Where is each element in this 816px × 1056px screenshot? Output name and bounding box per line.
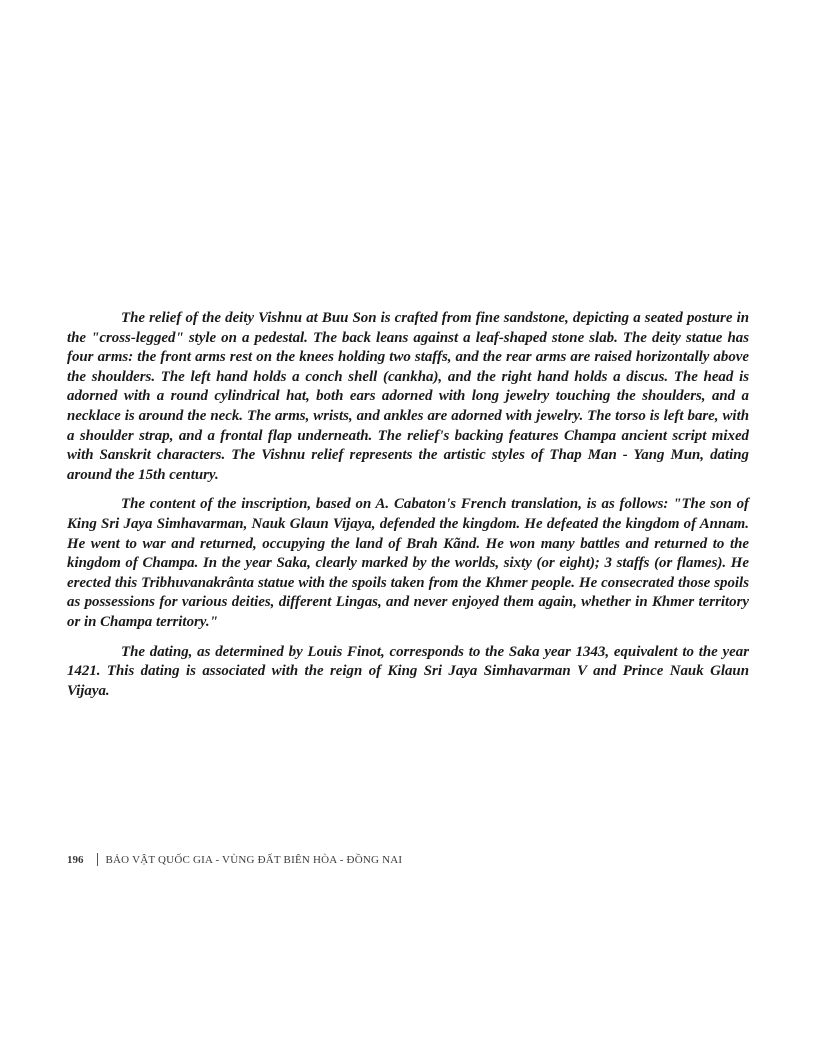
footer-divider — [97, 853, 98, 866]
paragraph-inscription-content: The content of the inscription, based on A. Cabaton's French translation, is as follows: "The son of King Sri Jaya Simhavarman, Nauk Glaun Vijaya, defended the kingdom. He defeated the kingdom of Annam. He went to war and returned, occupying the land of Brah Kãnd. He won many battles and returned to the kingdom of Champa. In the year Saka, clearly marked by the worlds, sixty (or eight); 3 staffs (or flames). He erected this Tribhuvanakrânta statue with the spoils taken from the Khmer people. He consecrated those spoils as possessions for various deities, different Lingas, and never enjoyed them again, whether in Khmer territory or in Champa territory." — [67, 496, 749, 630]
page-footer — [67, 853, 402, 866]
body-text — [67, 309, 749, 711]
running-title: BẢO VẬT QUỐC GIA - VÙNG ĐẤT BIÊN HÒA - ĐỒNG NAI — [105, 853, 403, 866]
page-number: 196 — [67, 853, 84, 866]
paragraph-vishnu-relief-description: The relief of the deity Vishnu at Buu Son is crafted from fine sandstone, depicting a seated posture in the "cross-legged" style on a pedestal. The back leans against a leaf-shaped stone slab. The deity statue has four arms: the front arms rest on the knees holding two staffs, and the rear arms are raised horizontally above the shoulders. The left hand holds a conch shell (cankha), and the right hand holds a discus. The head is adorned with a round cylindrical hat, both ears adorned with long jewelry touching the shoulders, and a necklace is around the neck. The arms, wrists, and ankles are adorned with jewelry. The torso is left bare, with a shoulder strap, and a frontal flap underneath. The relief's backing features Champa ancient script mixed with Sanskrit characters. The Vishnu relief represents the artistic styles of Thap Man - Yang Mun, dating around the 15th century. — [67, 310, 749, 483]
paragraph-dating: The dating, as determined by Louis Finot, corresponds to the Saka year 1343, equivalent to the year 1421. This dating is associated with the reign of King Sri Jaya Simhavarman V and Prince Nauk Glaun Vijaya. — [67, 643, 749, 699]
